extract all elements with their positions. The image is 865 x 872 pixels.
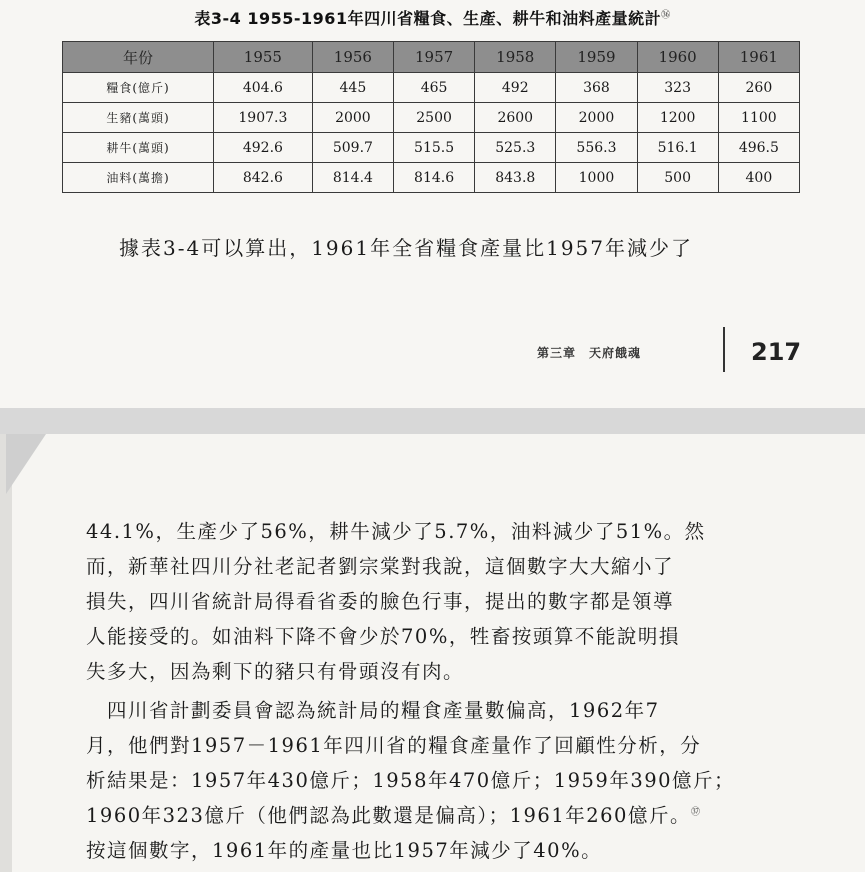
table-header-row (63, 42, 800, 73)
table-cell: 465 (393, 73, 474, 103)
header-cell: 1958 (475, 42, 556, 73)
page-217 (0, 0, 865, 408)
body-text-segment: 1960年323億斤（他們認為此數還是偏高）；1961年260億斤。 (86, 804, 691, 827)
table-cell: 500 (637, 163, 718, 193)
table-cell: 1200 (637, 103, 718, 133)
body-text-line: 按這個數字，1961年的產量也比1957年減少了40%。 (86, 839, 603, 862)
header-cell: 年份 (63, 42, 214, 73)
table-cell: 400 (718, 163, 799, 193)
table-cell: 404.6 (214, 73, 313, 103)
table-cell: 842.6 (214, 163, 313, 193)
table-row (63, 73, 800, 103)
table-cell: 814.4 (312, 163, 393, 193)
table-row (63, 103, 800, 133)
page-corner-shadow (6, 434, 46, 494)
row-label: 糧食(億斤) (63, 73, 214, 103)
footnote-marker: ㊲ (690, 807, 702, 818)
table-cell: 445 (312, 73, 393, 103)
table-cell: 1907.3 (214, 103, 313, 133)
table-cell: 2000 (556, 103, 637, 133)
page-number: 217 (751, 338, 802, 366)
footer-divider (723, 327, 725, 372)
table-cell: 1000 (556, 163, 637, 193)
body-text-line: 損失，四川省統計局得看省委的臉色行事，提出的數字都是領導 (86, 590, 675, 613)
body-text-line: 44.1%，生產少了56%，耕牛減少了5.7%，油料減少了51%。然 (86, 520, 706, 543)
table-cell: 843.8 (475, 163, 556, 193)
table-cell: 496.5 (718, 133, 799, 163)
body-text-line: 據表3-4可以算出，1961年全省糧食產量比1957年減少了 (119, 236, 694, 260)
table-cell: 2500 (393, 103, 474, 133)
header-cell: 1961 (718, 42, 799, 73)
table-cell: 525.3 (475, 133, 556, 163)
table-cell: 814.6 (393, 163, 474, 193)
table-cell: 509.7 (312, 133, 393, 163)
table-cell: 492.6 (214, 133, 313, 163)
table-row (63, 133, 800, 163)
table-cell: 368 (556, 73, 637, 103)
body-text-line: 月，他們對1957－1961年四川省的糧食產量作了回顧性分析，分 (86, 734, 702, 757)
body-text-line: 而，新華社四川分社老記者劉宗棠對我說，這個數字大大縮小了 (86, 555, 675, 578)
header-cell: 1959 (556, 42, 637, 73)
table-caption (0, 6, 865, 29)
statistics-table (62, 41, 800, 193)
table-row (63, 163, 800, 193)
footnote-marker: ㊱ (661, 10, 671, 21)
table-cell: 260 (718, 73, 799, 103)
table-cell: 556.3 (556, 133, 637, 163)
body-text-line: 失多大，因為剩下的豬只有骨頭沒有肉。 (86, 660, 465, 683)
table-cell: 492 (475, 73, 556, 103)
body-text-line: 四川省計劃委員會認為統計局的糧食產量數偏高，1962年7 (86, 699, 660, 722)
page-edge-shadow (0, 434, 12, 872)
header-cell: 1955 (214, 42, 313, 73)
table-cell: 2000 (312, 103, 393, 133)
body-text-line (86, 800, 701, 828)
row-label: 生豬(萬頭) (63, 103, 214, 133)
header-cell: 1957 (393, 42, 474, 73)
header-cell: 1956 (312, 42, 393, 73)
row-label: 耕牛(萬頭) (63, 133, 214, 163)
table-cell: 515.5 (393, 133, 474, 163)
table-caption-text: 表3-4 1955-1961年四川省糧食、生產、耕牛和油料產量統計 (194, 9, 662, 28)
header-cell: 1960 (637, 42, 718, 73)
page-218 (0, 434, 865, 872)
row-label: 油料(萬擔) (63, 163, 214, 193)
page-gap (0, 408, 865, 434)
table-cell: 516.1 (637, 133, 718, 163)
body-text-line: 人能接受的。如油料下降不會少於70%，牲畜按頭算不能說明損 (86, 625, 680, 648)
running-footer-chapter: 第三章 天府餓魂 (537, 346, 642, 360)
table-cell: 323 (637, 73, 718, 103)
table-cell: 1100 (718, 103, 799, 133)
table-cell: 2600 (475, 103, 556, 133)
body-text-line: 析結果是：1957年430億斤；1958年470億斤；1959年390億斤； (86, 769, 736, 792)
